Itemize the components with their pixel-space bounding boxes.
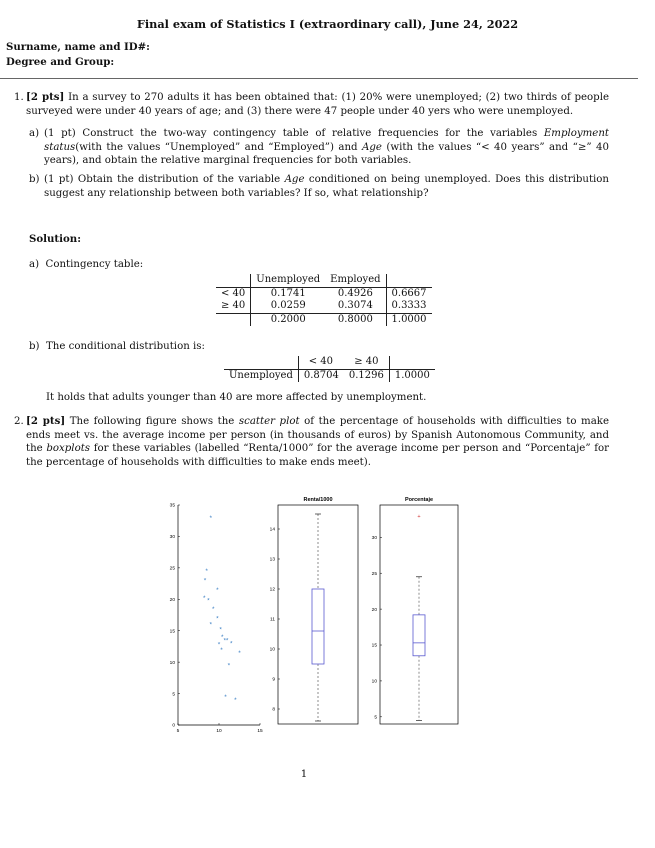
question-1-points: [2 pts]: [26, 91, 65, 103]
boxplots-term: boxplots: [46, 443, 91, 455]
scatter-point: *: [238, 649, 241, 657]
contingency-table: [216, 274, 432, 326]
table-row: [216, 287, 432, 300]
scatter-point: *: [224, 693, 227, 701]
table2-total: 1.0000: [389, 369, 435, 382]
scatter-point: *: [211, 605, 215, 613]
boxplot-box: [413, 615, 425, 656]
table1-cell: 0.4926: [337, 287, 373, 299]
question-1b-label: b): [29, 174, 40, 185]
scatter-point: *: [227, 662, 231, 670]
boxplot-y-tick-label: 8: [272, 707, 275, 713]
table1-column-total: 0.2000: [251, 313, 325, 326]
boxplot-box: [312, 589, 324, 664]
scatter-point: *: [234, 697, 237, 705]
boxplot-y-tick-label: 30: [371, 536, 377, 542]
question-2-text-start: The following figure shows the: [69, 416, 235, 427]
scatter-point: *: [230, 640, 233, 648]
table2-header-under-40: < 40: [298, 356, 344, 369]
question-1a-text-start: (1 pt) Construct the two-way contingency table of relative frequencies for the variables: [44, 128, 538, 139]
table-row: [216, 313, 432, 326]
question-1: [14, 91, 609, 118]
scatter-point: *: [209, 621, 213, 629]
solution-a: [29, 258, 143, 272]
scatter-point: *: [216, 587, 219, 595]
solution-a-label: a): [29, 259, 40, 270]
table1-header-unemployed: Unemployed: [251, 274, 325, 287]
solution-b-label: b): [29, 341, 40, 352]
boxplot-porcentaje: [372, 497, 458, 724]
question-2-number: 2.: [14, 416, 24, 427]
table1-cell: 0.1741: [251, 287, 325, 300]
scatter-y-tick-label: 10: [169, 660, 175, 666]
employment-status-variable: Employment status: [44, 128, 609, 153]
table1-row-total: 0.3333: [386, 300, 432, 313]
question-2-points: [2 pts]: [26, 415, 66, 427]
table1-cell: 0.0259: [251, 300, 325, 313]
scatter-point: *: [219, 626, 222, 634]
boxplot-y-tick-label: 14: [269, 527, 275, 533]
page-number: 1: [300, 769, 308, 780]
scatter-y-tick-label: 20: [169, 597, 175, 603]
figure: [160, 490, 470, 740]
table1-header-employed: Employed: [330, 274, 381, 285]
scatter-point: *: [220, 646, 223, 654]
solution-b: [29, 340, 205, 354]
question-1-text: In a survey to 270 adults it has been obtained that: (1) 20% were unemployed; (2) two thirds of people surveyed were under 40 years of age; and (3) there were 47 people under 40 yers who were unemployed.: [26, 92, 609, 117]
scatter-x-tick-label: 15: [257, 729, 263, 734]
header-divider: [0, 78, 638, 79]
age-variable-b: Age: [284, 174, 305, 185]
conditional-table: [224, 356, 435, 382]
scatter-x-tick-label: 10: [216, 729, 222, 734]
scatter-point: *: [223, 637, 227, 645]
question-1b: [29, 173, 609, 200]
scatter-y-tick-label: 5: [172, 692, 175, 698]
boxplot-renta-frame: [278, 505, 358, 724]
table2-header-over-40: ≥ 40: [354, 356, 379, 367]
question-1a-text-middle: (with the values “Unemployed” and “Employed”) and: [75, 141, 358, 153]
boxplot-outlier: +: [417, 513, 421, 520]
scatter-x-tick-label: 5: [176, 729, 180, 734]
solution-heading: Solution:: [29, 233, 81, 245]
boxplot-renta-title: Renta/1000: [303, 497, 333, 503]
table2-cell: 0.8704: [298, 369, 344, 382]
question-1b-text-end: conditioned on being unemployed. Does this distribution suggest any relationship between both variables? If so, what relationship?: [44, 174, 609, 199]
degree-label: Degree and Group:: [6, 56, 115, 68]
scatter-point: *: [207, 597, 210, 605]
question-2: [14, 415, 609, 469]
surname-label: Surname, name and ID#:: [6, 41, 150, 53]
boxplot-renta: [270, 497, 358, 724]
scatter-y-tick-label: 15: [169, 629, 175, 635]
table1-row-label: < 40: [221, 287, 246, 299]
solution-conclusion: It holds that adults younger than 40 are more affected by unemployment.: [46, 392, 427, 403]
scatter-y-tick-label: 25: [169, 566, 175, 572]
boxplot-y-tick-label: 13: [269, 557, 275, 563]
scatter-point: *: [216, 615, 219, 623]
boxplot-y-tick-label: 5: [374, 715, 377, 721]
question-1b-text-start: (1 pt) Obtain the distribution of the variable: [44, 174, 281, 185]
scatter-point: *: [202, 595, 206, 603]
boxplot-y-tick-label: 9: [272, 677, 275, 683]
age-variable: Age: [362, 141, 382, 153]
question-1a-label: a): [29, 128, 40, 139]
boxplot-y-tick-label: 10: [371, 679, 377, 685]
table1-column-total: 0.8000: [337, 313, 373, 325]
scatter-y-tick-label: 30: [169, 535, 175, 541]
scatter-point: *: [217, 641, 221, 649]
boxplot-porcentaje-title: Porcentaje: [404, 497, 434, 503]
scatter-point: *: [205, 568, 208, 576]
solution-b-text: The conditional distribution is:: [45, 341, 205, 352]
table1-cell: 0.3074: [337, 300, 373, 311]
scatter-point: *: [221, 634, 224, 642]
question-2-text-middle: of the percentage of households with difficulties to make ends meet vs. the average income per person (in thousands of euros) by Spanish Autonomous Community, and the: [26, 416, 609, 455]
table2-row-label: Unemployed: [229, 369, 293, 381]
boxplot-y-tick-label: 15: [371, 643, 377, 649]
table1-row-label: ≥ 40: [221, 300, 246, 311]
question-2-text-end: for these variables (labelled “Renta/1000” for the average income per person and “Porcentaje” for the percentage of households with difficulties to make ends meet).: [26, 443, 609, 468]
boxplot-y-tick-label: 11: [270, 617, 275, 623]
boxplot-y-tick-label: 12: [269, 587, 275, 593]
scatter-point: *: [225, 637, 229, 645]
table-row: [224, 369, 435, 382]
boxplot-y-tick-label: 20: [371, 607, 377, 613]
boxplot-y-tick-label: 25: [371, 571, 377, 577]
scatter-y-tick-label: 0: [172, 723, 175, 729]
scatter-point: *: [209, 514, 213, 522]
table1-grand-total: 1.0000: [386, 313, 432, 326]
table-row: [216, 300, 432, 313]
table2-cell: 0.1296: [348, 369, 384, 381]
question-1a-text-end: (with the values “< 40 years” and “≥” 40 years), and obtain the relative marginal frequencies for both variables.: [44, 141, 609, 167]
question-1a: [29, 127, 609, 168]
scatter-plot-term: scatter plot: [238, 416, 300, 427]
scatter-y-tick-label: 35: [169, 503, 175, 509]
scatter-point: *: [203, 577, 207, 585]
scatter-plot: [170, 503, 263, 734]
solution-a-text: Contingency table:: [45, 259, 144, 270]
question-1-number: 1.: [14, 92, 24, 103]
exam-title: Final exam of Statistics I (extraordinary call), June 24, 2022: [136, 17, 519, 31]
boxplot-y-tick-label: 10: [269, 647, 275, 653]
table1-row-total: 0.6667: [386, 287, 432, 300]
